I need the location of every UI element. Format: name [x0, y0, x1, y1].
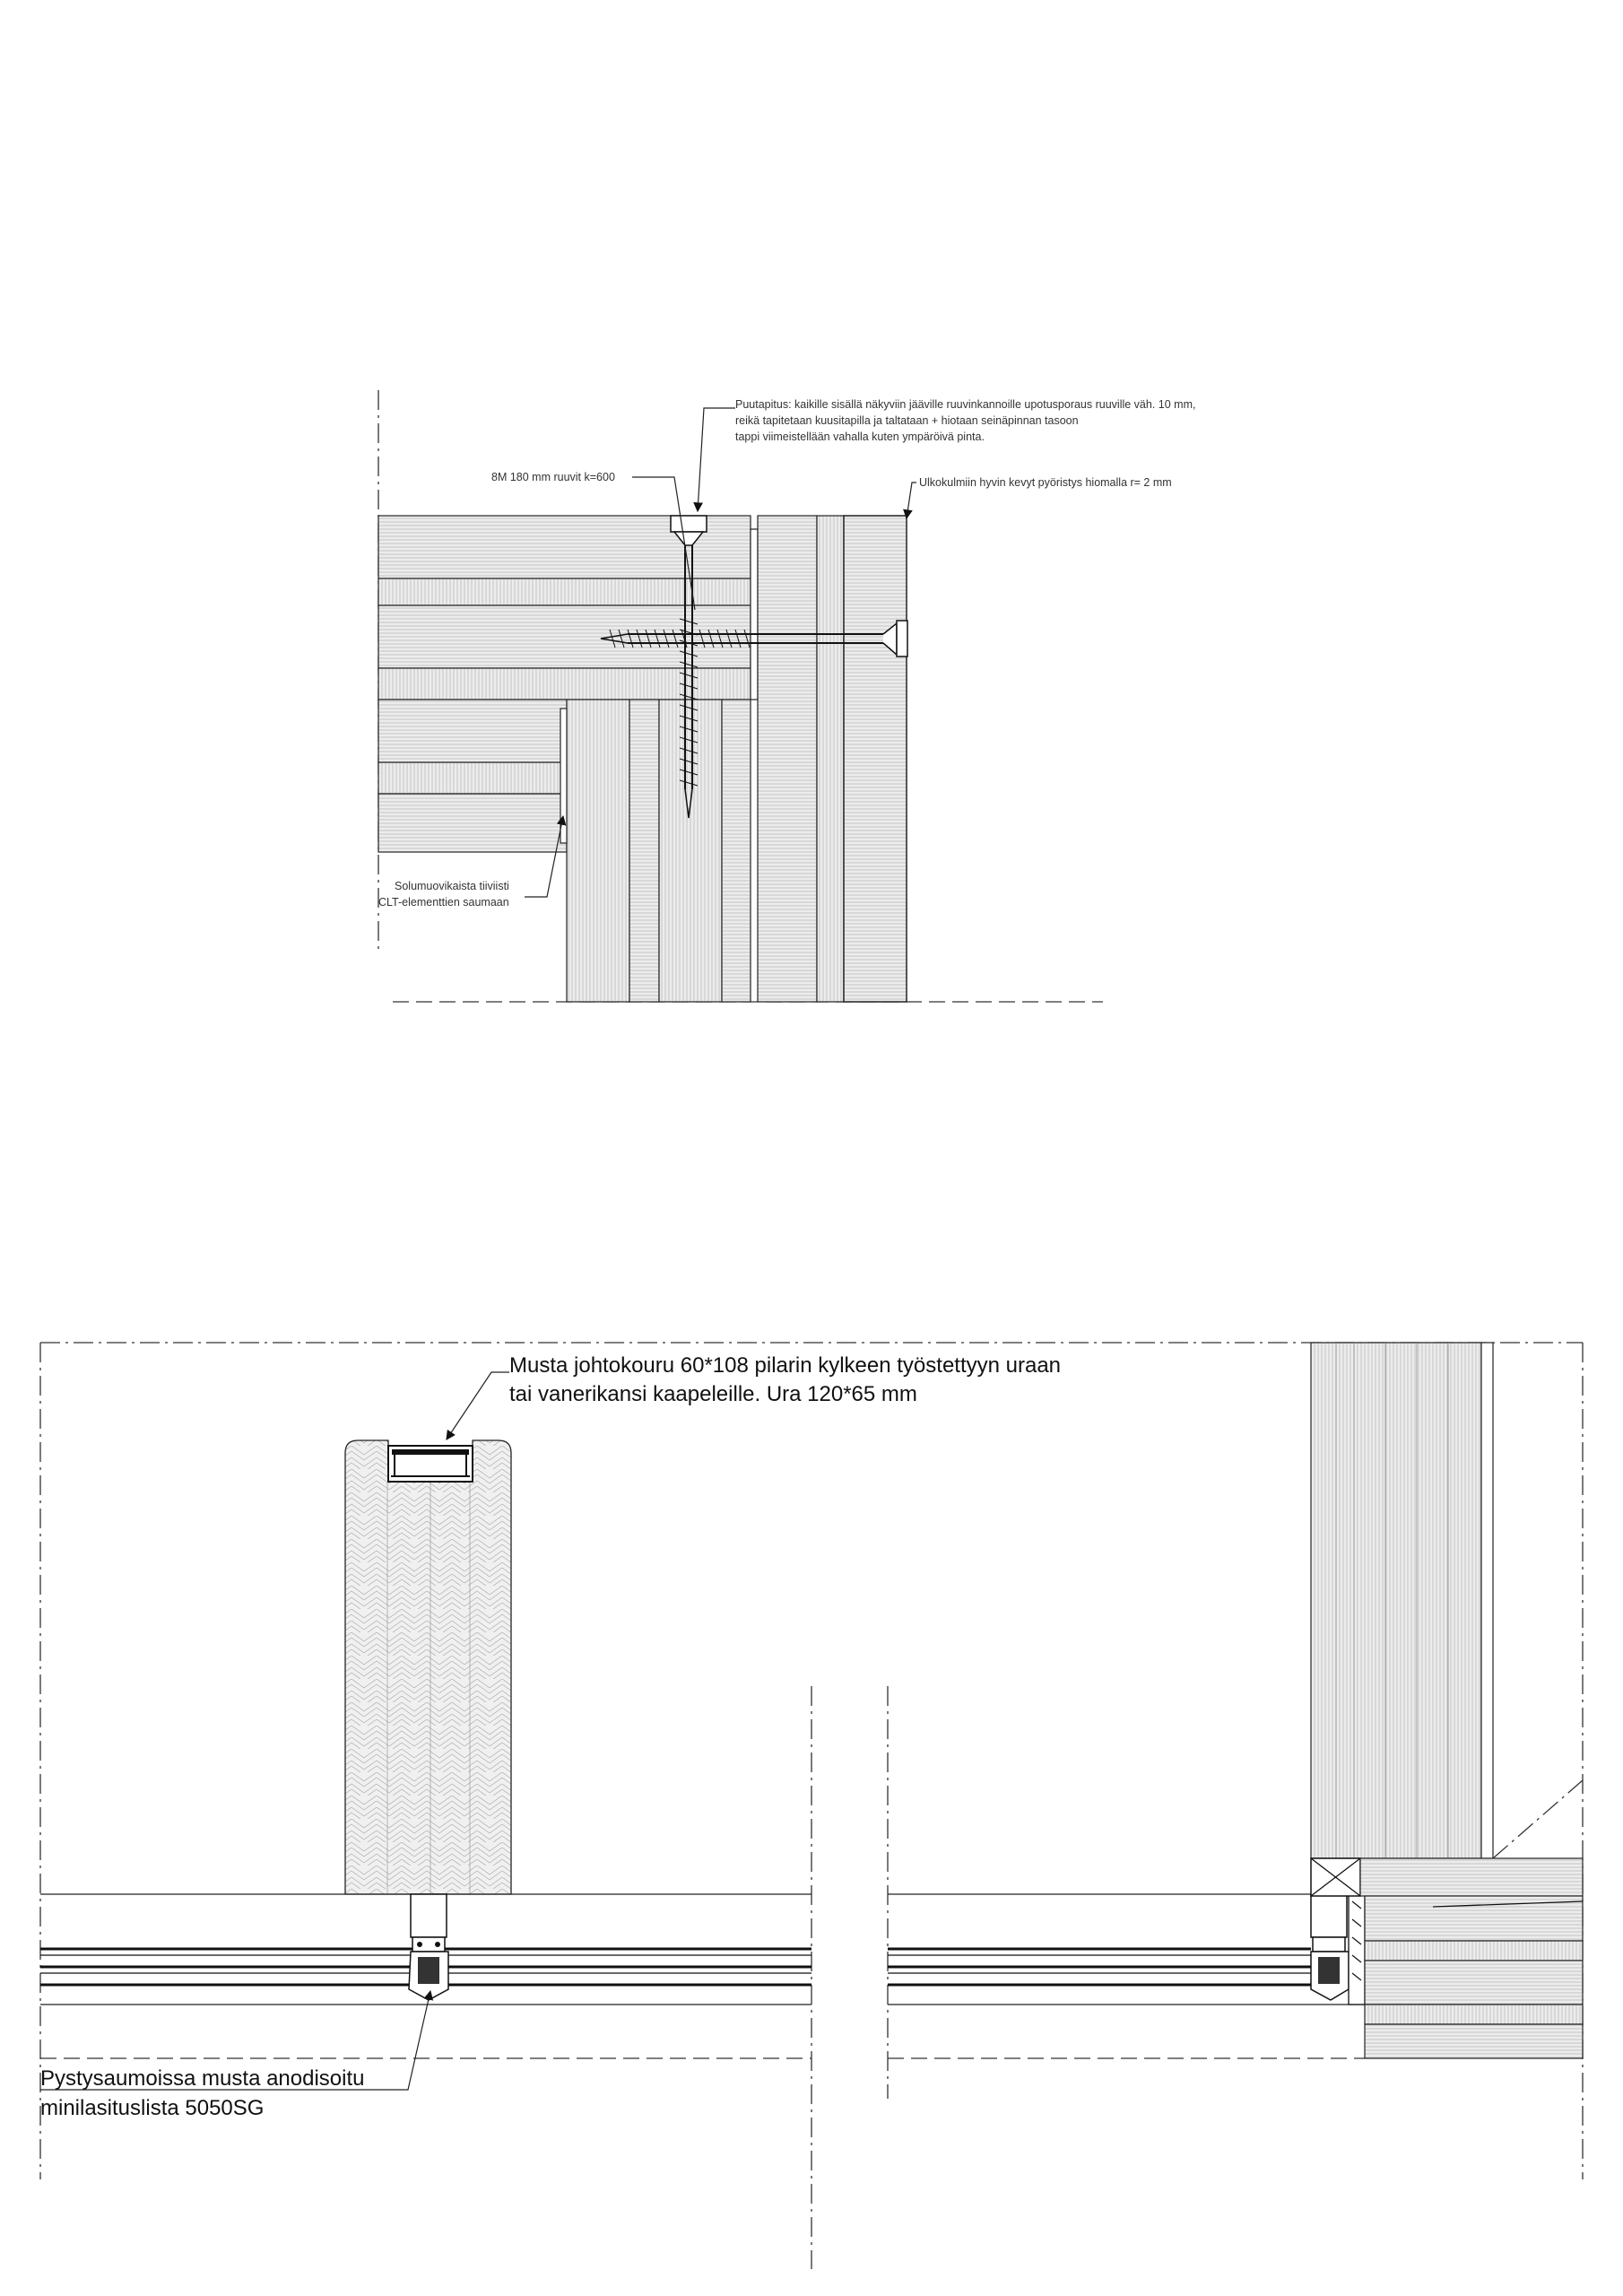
note-rounding: Ulkokulmiin hyvin kevyt pyöristys hiomalla r= 2 mm	[919, 476, 1172, 489]
note-seal-line-1: Solumuovikaista tiiviisti	[395, 880, 509, 892]
detail-bottom-glazing	[40, 1343, 1583, 2269]
vertical-clt-element	[567, 700, 751, 1002]
note-dowel-line-1: Puutapitus: kaikille sisällä näkyviin jääville ruuvinkannoille upotusporaus ruuville väh. 10 mm,	[735, 398, 1196, 411]
note-dowel-line-2: reikä tapitetaan kuusitapilla ja taltataan + hiotaan seinäpinnan tasoon	[735, 414, 1079, 427]
cable-duct-icon	[388, 1446, 473, 1482]
note-cable-line-2: tai vanerikansi kaapeleille. Ura 120*65 mm	[509, 1382, 917, 1406]
note-seal-line-2: CLT-elementtien saumaan	[378, 896, 509, 909]
note-cable-line-1: Musta johtokouru 60*108 pilarin kylkeen työstettyyn uraan	[509, 1353, 1062, 1378]
note-dowel-line-3: tappi viimeistellään vahalla kuten ympäröivä pinta.	[735, 430, 985, 443]
detail-top-clt-corner	[378, 390, 1195, 1002]
note-screws: 8M 180 mm ruuvit k=600	[491, 471, 615, 483]
glazing-profile-right-icon	[1311, 1894, 1365, 2005]
glazing-profile-left-icon	[409, 1894, 448, 2000]
note-glazing-line-1: Pystysaumoissa musta anodisoitu	[40, 2066, 365, 2091]
glazing-wall-right	[888, 1894, 1365, 2058]
diagonal-axis-line	[1493, 1780, 1583, 1858]
timber-column	[345, 1440, 511, 1894]
leader-rounding	[907, 483, 916, 518]
note-glazing-line-2: minilasituslista 5050SG	[40, 2096, 265, 2120]
leader-dowel	[698, 408, 735, 511]
leader-cable	[447, 1372, 509, 1439]
outer-clt-panel	[751, 516, 907, 1002]
